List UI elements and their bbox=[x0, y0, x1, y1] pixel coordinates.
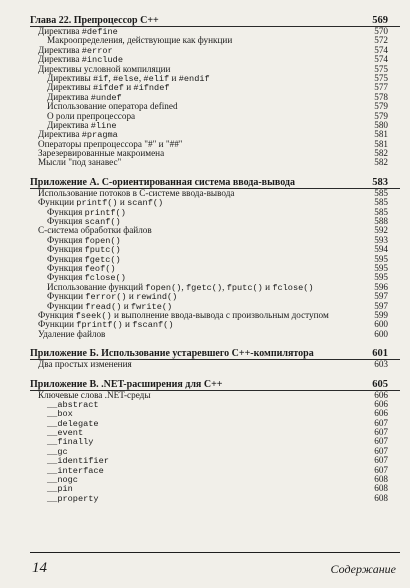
toc-entry bbox=[0, 409, 410, 418]
toc-entry-title: Функция fputc() bbox=[47, 244, 121, 256]
toc-entry-title: C-система обработки файлов bbox=[38, 225, 152, 236]
toc-entry-title: __gc bbox=[47, 446, 68, 457]
toc-entry-title: __event bbox=[47, 428, 84, 439]
toc-page-number: 574 bbox=[374, 54, 388, 65]
toc-entry-title: Директивы #if, #else, #elif и #endif bbox=[47, 72, 210, 84]
toc-entry-title: Использование потоков в C-системе ввода-вывода bbox=[38, 187, 235, 198]
toc-entry bbox=[0, 456, 410, 465]
toc-page-number: 593 bbox=[374, 234, 388, 245]
toc-entry-title: Использование оператора defined bbox=[47, 101, 178, 112]
toc-page-number: 585 bbox=[374, 187, 388, 198]
toc-entry-title: __delegate bbox=[47, 418, 99, 429]
toc-page-number: 595 bbox=[374, 272, 388, 283]
toc-page-number: 599 bbox=[374, 309, 388, 320]
toc-page-number: 607 bbox=[374, 445, 388, 456]
toc-page-number: 583 bbox=[372, 176, 388, 188]
toc-page-number: 570 bbox=[374, 26, 388, 36]
toc-page-number: 605 bbox=[372, 378, 388, 390]
footer-title: Содержание bbox=[330, 562, 396, 576]
toc-entry bbox=[0, 391, 410, 400]
toc-entry-title: Два простых изменения bbox=[38, 359, 132, 370]
page-footer bbox=[0, 552, 410, 580]
toc-page-number: 579 bbox=[374, 110, 388, 121]
toc-entry bbox=[0, 437, 410, 446]
toc-page-number: 597 bbox=[374, 291, 388, 302]
toc-entry-title: Функция fopen() bbox=[47, 234, 121, 246]
toc-page-number: 575 bbox=[374, 63, 388, 74]
toc-entry bbox=[0, 494, 410, 503]
toc-page-number: 595 bbox=[374, 253, 388, 264]
toc-entry bbox=[0, 400, 410, 409]
toc-page-number: 607 bbox=[374, 417, 388, 428]
toc-page-number: 574 bbox=[374, 44, 388, 55]
table-of-contents bbox=[0, 15, 410, 503]
toc-entry-title: Функция scanf() bbox=[47, 216, 121, 228]
toc-entry-title: __abstract bbox=[47, 399, 99, 410]
toc-entry bbox=[0, 475, 410, 484]
toc-entry bbox=[0, 419, 410, 428]
toc-section-title: Приложение Б. Использование устаревшего С++-компилятора bbox=[30, 348, 314, 360]
toc-entry-title: __pin bbox=[47, 484, 73, 495]
toc-page-number: 578 bbox=[374, 91, 388, 102]
toc-page-number: 581 bbox=[374, 138, 388, 149]
toc-entry-title: __box bbox=[47, 409, 73, 420]
toc-page-number: 581 bbox=[374, 129, 388, 140]
toc-page-number: 597 bbox=[374, 300, 388, 311]
toc-entry-title: Функция fgetc() bbox=[47, 253, 121, 265]
toc-entry-title: __identifier bbox=[47, 456, 109, 467]
toc-entry-title: Директивы #ifdef и #ifndef bbox=[47, 82, 170, 94]
toc-entry bbox=[0, 466, 410, 475]
toc-entry-title: Функции ferror() и rewind() bbox=[47, 291, 178, 303]
toc-page-number: 606 bbox=[374, 408, 388, 419]
toc-page-number: 577 bbox=[374, 82, 388, 93]
toc-entry-title: Мысли "под занавес" bbox=[38, 157, 122, 168]
toc-page-number: 594 bbox=[374, 244, 388, 255]
toc-page-number: 607 bbox=[374, 464, 388, 475]
footer-page-number: 14 bbox=[32, 560, 47, 576]
toc-page-number: 600 bbox=[374, 328, 388, 339]
toc-page-number: 595 bbox=[374, 262, 388, 273]
toc-page-number: 603 bbox=[374, 359, 388, 370]
toc-page-number: 582 bbox=[374, 148, 388, 159]
toc-section-title: Глава 22. Препроцессор С++ bbox=[30, 15, 159, 26]
toc-entry-title: __nogc bbox=[47, 475, 78, 486]
toc-entry-title: Функция printf() bbox=[47, 206, 126, 218]
toc-page-number: 592 bbox=[374, 225, 388, 236]
toc-page-number: 600 bbox=[374, 319, 388, 330]
toc-page-number: 585 bbox=[374, 206, 388, 217]
toc-page-number: 588 bbox=[374, 216, 388, 227]
toc-page-number: 585 bbox=[374, 197, 388, 208]
toc-entry-title: Директива #pragma bbox=[38, 129, 118, 141]
toc-entry-title: Операторы препроцессора "#" и "##" bbox=[38, 138, 183, 149]
toc-page-number: 596 bbox=[374, 281, 388, 292]
toc-entry-title: Директива #error bbox=[38, 44, 113, 56]
toc-entry-title: Зарезервированные макроимена bbox=[38, 148, 165, 159]
toc-section-title: Приложение В. .NET-расширения для С++ bbox=[30, 378, 223, 390]
toc-page-number: 608 bbox=[374, 483, 388, 494]
toc-page-number: 572 bbox=[374, 35, 388, 46]
toc-entry-title: Директивы условной компиляции bbox=[38, 63, 171, 74]
toc-entry-title: Директива #line bbox=[47, 119, 117, 131]
toc-page-number: 582 bbox=[374, 157, 388, 168]
toc-page-number: 608 bbox=[374, 492, 388, 503]
toc-entry-title: Использование функций fopen(), fgetc(), fputc() и fclose() bbox=[47, 281, 314, 293]
toc-entry bbox=[0, 360, 410, 369]
toc-entry bbox=[0, 447, 410, 456]
toc-entry-title: О роли препроцессора bbox=[47, 110, 136, 121]
toc-entry-title: __finally bbox=[47, 437, 94, 448]
toc-entry bbox=[0, 330, 410, 339]
toc-entry-title: Удаление файлов bbox=[38, 328, 106, 339]
toc-entry-title: Функции printf() и scanf() bbox=[38, 197, 164, 209]
toc-entry bbox=[0, 158, 410, 167]
toc-entry-title: Директива #undef bbox=[47, 91, 122, 103]
toc-entry-title: Функции fread() и fwrite() bbox=[47, 300, 173, 312]
toc-entry-title: Макроопределения, действующие как функции bbox=[47, 35, 233, 46]
toc-page-number: 607 bbox=[374, 436, 388, 447]
toc-entry-title: Ключевые слова .NET-среды bbox=[38, 389, 151, 400]
toc-page-number: 575 bbox=[374, 72, 388, 83]
toc-entry-title: Директива #include bbox=[38, 54, 123, 66]
toc-page-number: 601 bbox=[372, 348, 388, 360]
footer-rule bbox=[30, 552, 400, 553]
toc-page-number: 606 bbox=[374, 389, 388, 400]
toc-entry-title: Директива #define bbox=[38, 26, 118, 37]
toc-entry-title: Функция fclose() bbox=[47, 272, 126, 284]
toc-section-heading bbox=[0, 379, 410, 391]
toc-page-number: 579 bbox=[374, 101, 388, 112]
toc-entry bbox=[0, 484, 410, 493]
toc-page-number: 608 bbox=[374, 474, 388, 485]
toc-entry-title: Функции fprintf() и fscanf() bbox=[38, 319, 174, 331]
toc-entry-title: __property bbox=[47, 493, 99, 504]
toc-page-number: 569 bbox=[372, 15, 388, 26]
toc-entry-title: Функция feof() bbox=[47, 262, 116, 274]
toc-page-number: 607 bbox=[374, 455, 388, 466]
toc-entry-title: __interface bbox=[47, 465, 104, 476]
toc-page-number: 606 bbox=[374, 398, 388, 409]
toc-entry-title: Функция fseek() и выполнение ввода-вывода с произвольным доступом bbox=[38, 309, 329, 321]
toc-page-number: 580 bbox=[374, 119, 388, 130]
toc-section-title: Приложение А. C-ориентированная система ввода-вывода bbox=[30, 176, 295, 188]
toc-page-number: 607 bbox=[374, 427, 388, 438]
toc-entry bbox=[0, 428, 410, 437]
